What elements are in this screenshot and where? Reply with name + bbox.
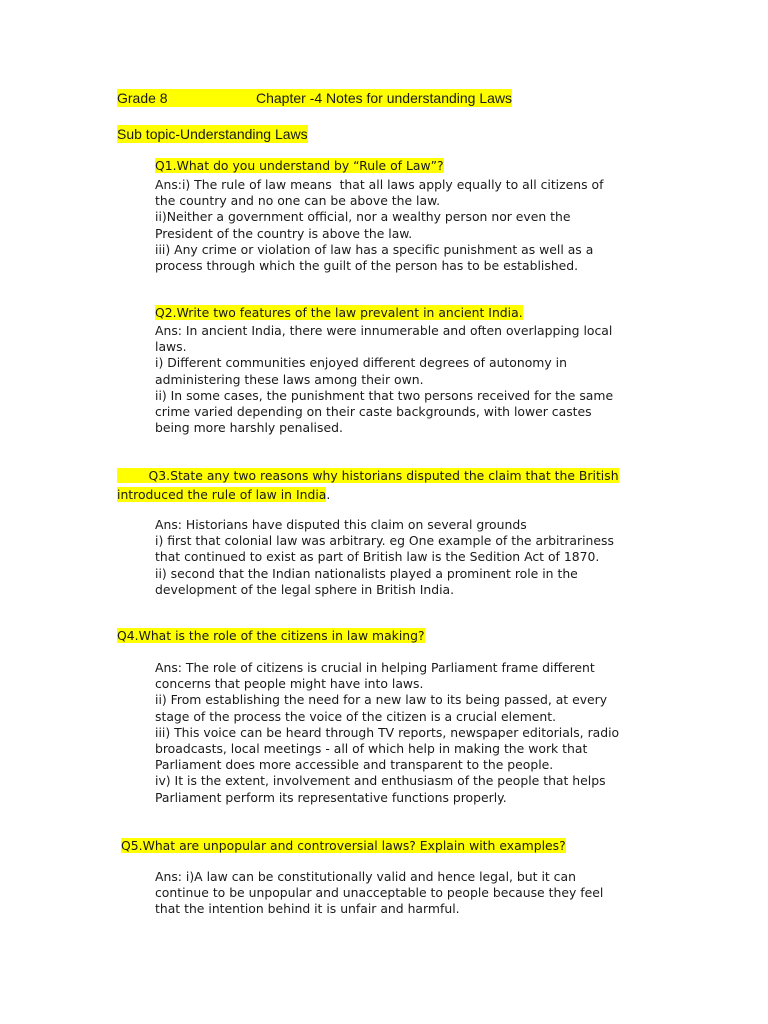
chapter-title: Chapter -4 Notes for understanding Laws — [256, 90, 513, 106]
answer-line: ii) In some cases, the punishment that two persons received for the same — [155, 387, 614, 403]
answer-line: development of the legal sphere in British India. — [155, 581, 455, 597]
question-3-end: . — [326, 487, 331, 502]
question-4-text: Q4.What is the role of the citizens in law making? — [117, 628, 425, 643]
answer-line: President of the country is above the law. — [155, 225, 413, 241]
answer-line: Ans: Historians have disputed this claim on several grounds — [155, 517, 527, 532]
answer-line: concerns that people might have into laws. — [155, 676, 424, 692]
answer-line: Ans:i) The rule of law means that all laws apply equally to all citizens of — [155, 177, 604, 192]
answer-line: Ans: i)A law can be constitutionally valid and hence legal, but it can — [155, 869, 576, 884]
answer-line: iv) It is the extent, involvement and enthusiasm of the people that helps — [155, 773, 606, 789]
answer-1 — [155, 177, 603, 274]
answer-line: broadcasts, local meetings - all of which help in making the work that — [155, 741, 588, 757]
answer-line: iii) This voice can be heard through TV reports, newspaper editorials, radio — [155, 724, 620, 740]
question-5-text: Q5.What are unpopular and controversial laws? Explain with examples? — [121, 838, 566, 853]
question-2-text: Q2.Write two features of the law prevalent in ancient India. — [155, 305, 523, 320]
answer-line: that the intention behind it is unfair and harmful. — [155, 901, 460, 917]
question-3 — [117, 466, 619, 504]
answer-line: ii)Neither a government official, nor a wealthy person nor even the — [155, 209, 571, 225]
question-3-line-2: introduced the rule of law in India — [117, 487, 327, 502]
answer-line: continue to be unpopular and unacceptable to people because they feel — [155, 885, 604, 901]
answer-line: i) first that colonial law was arbitrary. eg One example of the arbitrariness — [155, 533, 614, 549]
question-4 — [117, 628, 425, 644]
answer-line: i) Different communities enjoyed different degrees of autonomy in — [155, 355, 567, 371]
answer-4 — [155, 660, 619, 806]
question-1 — [155, 158, 444, 174]
answer-line: laws. — [155, 339, 187, 355]
answer-line: that continued to exist as part of British law is the Sedition Act of 1870. — [155, 549, 600, 565]
answer-line: ii) From establishing the need for a new law to its being passed, at every — [155, 692, 608, 708]
question-3-line-1: Q3.State any two reasons why historians disputed the claim that the British — [117, 468, 619, 483]
document-title — [117, 89, 512, 107]
grade-label: Grade 8 — [117, 90, 168, 106]
answer-line: iii) Any crime or violation of law has a specific punishment as well as a — [155, 241, 594, 257]
answer-5 — [155, 869, 603, 918]
answer-line: Parliament perform its representative functions properly. — [155, 789, 507, 805]
question-2 — [155, 305, 523, 321]
answer-line: ii) second that the Indian nationalists played a prominent role in the — [155, 565, 578, 581]
answer-line: stage of the process the voice of the citizen is a crucial element. — [155, 708, 557, 724]
question-5 — [121, 838, 566, 854]
answer-line: Ans: In ancient India, there were innumerable and often overlapping local — [155, 323, 613, 338]
answer-2 — [155, 323, 613, 436]
question-1-text: Q1.What do you understand by “Rule of Law”? — [155, 158, 444, 173]
answer-line: the country and no one can be above the law. — [155, 193, 441, 209]
answer-3 — [155, 517, 614, 598]
answer-line: crime varied depending on their caste backgrounds, with lower castes — [155, 404, 592, 420]
subtopic-heading: Sub topic-Understanding Laws — [117, 126, 308, 142]
answer-line: administering these laws among their own. — [155, 371, 424, 387]
answer-line: Parliament does more accessible and transparent to the people. — [155, 757, 554, 773]
answer-line: Ans: The role of citizens is crucial in helping Parliament frame different — [155, 660, 595, 675]
answer-line: process through which the guilt of the person has to be established. — [155, 258, 579, 274]
answer-line: being more harshly penalised. — [155, 420, 343, 436]
